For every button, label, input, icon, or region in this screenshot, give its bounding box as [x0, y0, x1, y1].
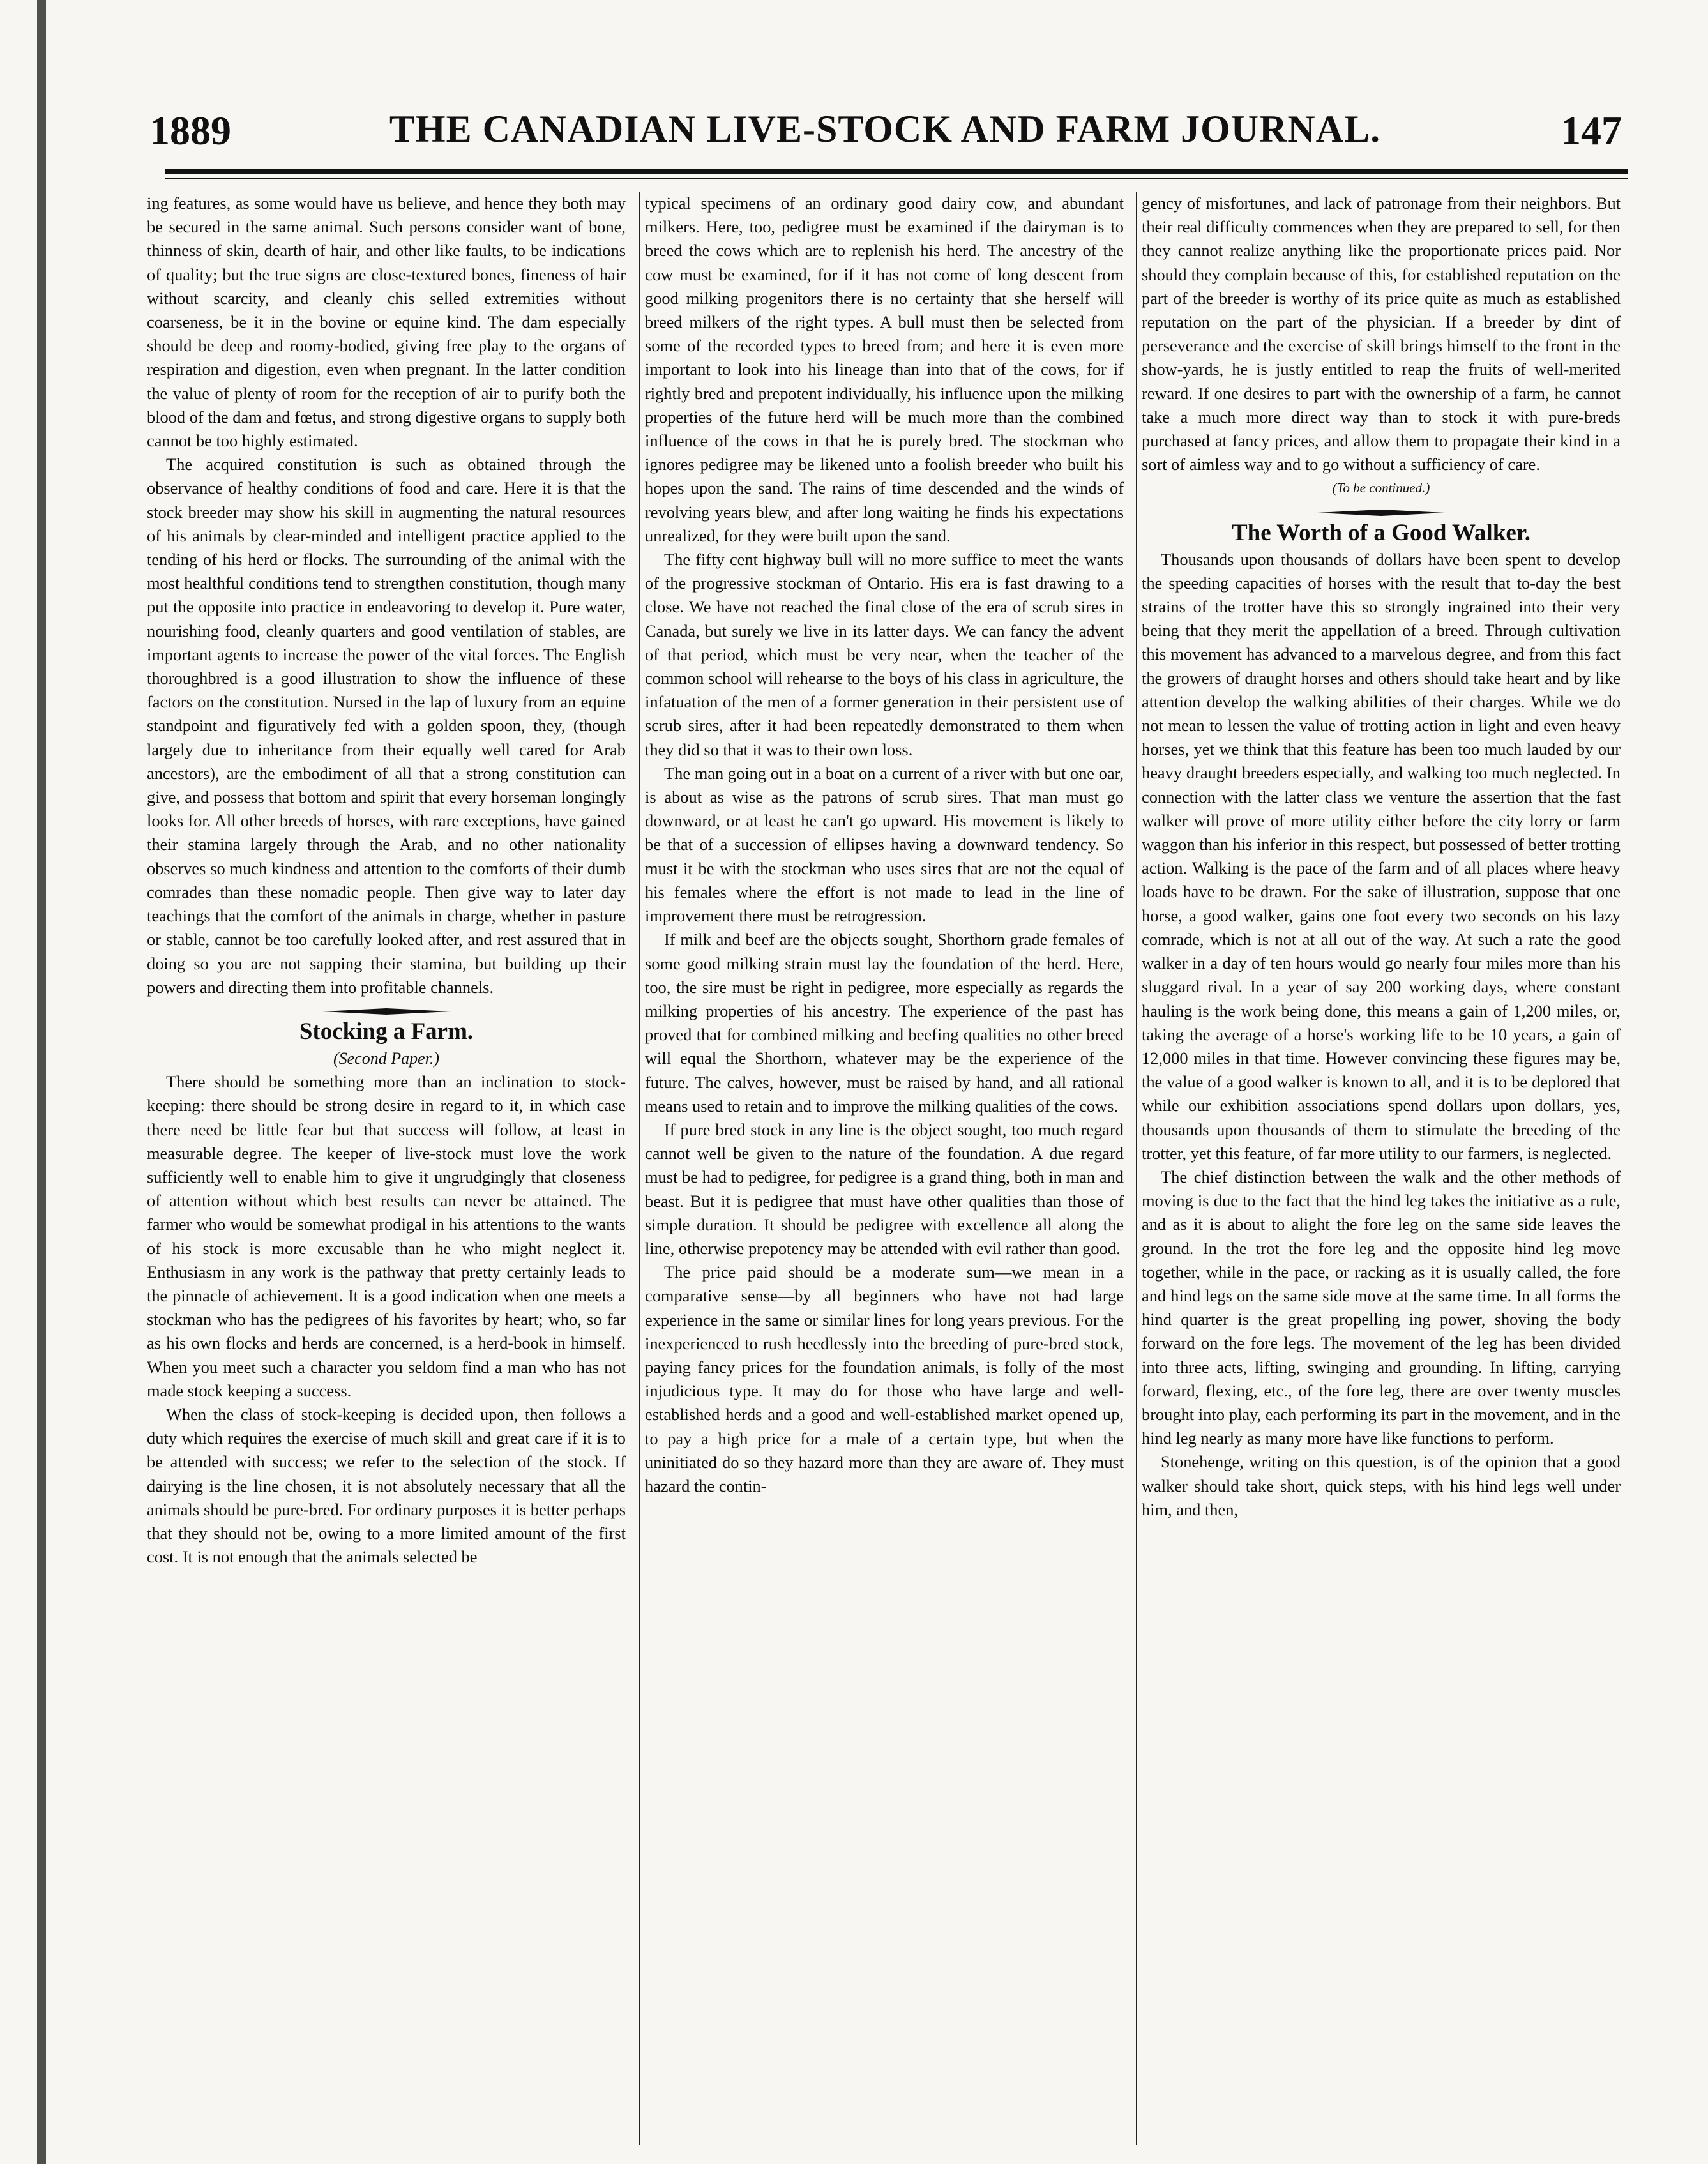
- paragraph: typical specimens of an ordinary good dairy cow, and abundant milkers. Here, too, pedigree must be examined if the dairyman is to breed the cows which are to replenish his herd. The ancestry of the cow must be examined, for if it has not come of long descent from good milking progenitors there is no certainty that she herself will breed milkers of the right types. A bull must then be selected from some of the recorded types to breed from; and here it is even more important to look into his lineage than into that of the cows, for if rightly bred and prepotent individually, his influence upon the milking properties of the future herd will be much more than the combined influence of the cows in that he is purely bred. The stockman who ignores pedigree may be likened unto a foolish breeder who built his hopes upon the sand. The rains of time descended and the winds of revolving years blew, and after long waiting he finds his expectations unrealized, for they were built upon the sand.: [645, 193, 1124, 545]
- article-heading: Stocking a Farm.: [299, 1018, 474, 1045]
- text-column-2: [645, 192, 1124, 2145]
- continued-note: (To be continued.): [1332, 480, 1430, 496]
- header-rule-thin: [165, 178, 1628, 179]
- paragraph: ing features, as some would have us believe, and hence they both may be secured in the same animal. Such persons consider want of bone, thinness of skin, dearth of hair, and other like faults, to be indications of quality; but the true signs are close-textured bones, fineness of hair without scarcity, and cleanly chis selled extremities without coarseness, be it in the bovine or equine kind. The dam especially should be deep and roomy-bodied, giving free play to the organs of respiration and digestion, even when pregnant. In the latter condition the value of plenty of room for the reception of air to purify both the blood of the dam and fœtus, and strong digestive organs to supply both cannot be too highly estimated.: [147, 193, 626, 451]
- journal-title: THE CANADIAN LIVE-STOCK AND FARM JOURNAL.: [389, 108, 1381, 150]
- page-header: [142, 107, 1628, 165]
- text-column-1: [147, 192, 626, 2145]
- paragraph: The fifty cent highway bull will no more suffice to meet the wants of the progressive stockman of Ontario. His era is fast drawing to a close. We have not reached the final close of the era of scrub sires in Canada, but surely we live in its latter days. We can fancy the advent of that period, which must be very near, when the teacher of the common school will rehearse to the boys of his class in agriculture, the infatuation of the men of a former generation in their persistent use of scrub sires, after it had been repeatedly demonstrated to them when they did so that it was to their own loss.: [645, 550, 1124, 759]
- paragraph: If milk and beef are the objects sought, Shorthorn grade females of some good milking strain must lay the foundation of the herd. Here, too, the sire must be right in pedigree, more especially as regards the milking properties of his ancestry. The experience of the past has proved that for combined milking and beefing qualities no other breed will equal the Shorthorn, whatever may be the experience of the future. The calves, however, must be raised by hand, and all rational means used to retain and to improve the milking qualities of the cows.: [645, 930, 1124, 1116]
- paragraph: When the class of stock-keeping is decided upon, then follows a duty which requires the exercise of much skill and great care if it is to be attended with success; we refer to the selection of the stock. If dairying is the line chosen, it is not absolutely necessary that all the animals should be pure-bred. For ordinary purposes it is better perhaps that they should not be, owing to a more limited amount of the first cost. It is not enough that the animals selected be: [147, 1404, 626, 1567]
- paragraph: The chief distinction between the walk and the other methods of moving is due to the fact that the hind leg takes the initiative as a rule, and as it is about to alight the fore leg on the same side leaves the ground. In the trot the fore leg and the opposite hind leg move together, while in the pace, or racking as it is usually called, the fore and hind legs on the same side move at the same time. In all forms the hind quarter is the great propelling ing power, shoving the body forward on the fore legs. The movement of the leg has been divided into three acts, lifting, swinging and grounding. In lifting, carrying forward, flexing, etc., of the fore leg, there are over twenty muscles brought into play, each performing its part in the movement, and in the hind leg nearly as many more have like functions to perform.: [1142, 1167, 1621, 1448]
- section-separator: [322, 1008, 450, 1015]
- column-divider-1: [639, 192, 640, 2145]
- paragraph: If pure bred stock in any line is the object sought, too much regard cannot well be given to the nature of the foundation. A due regard must be had to pedigree, for pedigree is a grand thing, both in man and beast. But it is pedigree that must have other qualities than those of simple duration. It should be pedigree with excellence all along the line, otherwise prepotency may be attended with evil rather than good.: [645, 1119, 1124, 1258]
- section-separator: [1317, 510, 1445, 516]
- header-rule-thick: [165, 169, 1628, 174]
- column-divider-2: [1136, 192, 1137, 2145]
- paragraph: The acquired constitution is such as obtained through the observance of healthy conditions of food and care. Here it is that the stock breeder may show his skill in augmenting the natural resources of his animals by clear-minded and intelligent practice applied to the tending of his herd or flocks. The surrounding of the animal with the most healthful conditions tend to strengthen constitution, though many put the opposite into practice in endeavoring to develop it. Pure water, nourishing food, cleanly quarters and good ventilation of stables, are important agents to increase the power of the vital forces. The English thoroughbred is a good illustration to show the influence of these factors on the constitution. Nursed in the lap of luxury from an equine standpoint and figuratively fed with a golden spoon, they, (though largely due to inheritance from their equally well cared for Arab ancestors), are the embodiment of all that a strong constitution can give, and possess that bottom and spirit that every horseman longingly looks for. All other breeds of horses, with rare exceptions, have gained their stamina largely through the Arab, and no other nationality observes so much kindness and attention to the comforts of their dumb comrades than these nomadic people. Then give way to later day teachings that the comfort of the animals in charge, whether in pasture or stable, cannot be too carefully looked after, and rest assured that in doing so you are not sapping their stamina, but building up their powers and directing them into profitable channels.: [147, 455, 626, 997]
- paragraph: gency of misfortunes, and lack of patronage from their neighbors. But their real difficulty commences when they are prepared to sell, for then they cannot realize anything like the proportionate prices paid. Nor should they complain because of this, for established reputation on the part of the breeder is worthy of its price quite as much as established reputation on the part of the physician. If a breeder by dint of perseverance and the exercise of skill brings himself to the front in the show-yards, he is justly entitled to reap the fruits of well-merited reward. If one desires to part with the ownership of a farm, he cannot take a much more direct way than to stock it with pure-breds purchased at fancy prices, and allow them to propagate their kind in a sort of aimless way and to go without a sufficiency of care.: [1142, 193, 1621, 474]
- article-heading: The Worth of a Good Walker.: [1231, 519, 1531, 546]
- text-column-3: [1142, 192, 1621, 2145]
- paragraph: The price paid should be a moderate sum—we mean in a comparative sense—by all beginners who have not had large experience in the same or similar lines for long years previous. For the inexperienced to rush heedlessly into the breeding of pure-bred stock, paying fancy prices for the foundation animals, is folly of the most injudicious type. It may do for those who have large and well-established herds and a good and well-established market opened up, to pay a high price for a male of a certain type, but when the uninitiated do so they hazard more than they are aware of. They must hazard the contin-: [645, 1262, 1124, 1495]
- scan-edge-shadow: [37, 0, 46, 2164]
- paragraph: Stonehenge, writing on this question, is of the opinion that a good walker should take short, quick steps, with his hind legs well under him, and then,: [1142, 1452, 1621, 1519]
- paragraph: There should be something more than an inclination to stock-keeping: there should be strong desire in regard to it, in which case there need be little fear but that success will follow, at least in measurable degree. The keeper of live-stock must love the work sufficiently well to enable him to give it ungrudgingly that closeness of attention without which best results can never be attained. The farmer who would be somewhat prodigal in his attentions to the wants of his stock is more excusable than he who might neglect it. Enthusiasm in any work is the pathway that pretty certainly leads to the pinnacle of achievement. It is a good indication when one meets a stockman who has the pedigrees of his favorites by heart; who, so far as his own flocks and herds are concerned, is a herd-book in himself. When you meet such a character you seldom find a man who has not made stock keeping a success.: [147, 1072, 626, 1400]
- paragraph: Thousands upon thousands of dollars have been spent to develop the speeding capacities of horses with the result that to-day the best strains of the trotter have this so strongly ingrained into their very being that they merit the appellation of a breed. Through cultivation this movement has advanced to a marvelous degree, and from this fact the growers of draught horses and others should take heart and by like attention develop the walking abilities of their charges. While we do not mean to lessen the value of trotting action in light and even heavy horses, yet we think that this feature has been too much lauded by our heavy draught breeders especially, and walking too much neglected. In connection with the latter class we venture the assertion that the fast walker will prove of more utility either before the city lorry or farm waggon than his inferior in this respect, but possessed of better trotting action. Walking is the pace of the farm and of all places where heavy loads have to be drawn. For the sake of illustration, suppose that one horse, a good walker, gains one foot every two seconds on his lazy comrade, which is not at all out of the way. At such a rate the good walker in a day of ten hours would go nearly four miles more than his sluggard rival. In a year of say 200 working days, where constant hauling is the work being done, this means a gain of 1,200 miles, or, taking the average of a horse's working life to be 10 years, a gain of 12,000 miles in that time. However convincing these figures may be, the value of a good walker is known to all, and it is to be deplored that while our exhibition associations spend dollars upon dollars, yes, thousands upon thousands of them to stimulate the breeding of the trotter, yet this feature, of far more utility to our farmers, is neglected.: [1142, 549, 1621, 1163]
- page-number: 147: [1561, 108, 1622, 153]
- article-subheading: (Second Paper.): [333, 1048, 440, 1068]
- paragraph: The man going out in a boat on a current of a river with but one oar, is about as wise as the patrons of scrub sires. That man must go downward, or at least he can't go upward. His movement is likely to be that of a succession of ellipses having a downward tendency. So must it be with the stockman who uses sires that are not the equal of his females where the effort is not made to lead in the line of improvement there must be retrogression.: [645, 763, 1124, 926]
- header-year: 1889: [149, 108, 231, 153]
